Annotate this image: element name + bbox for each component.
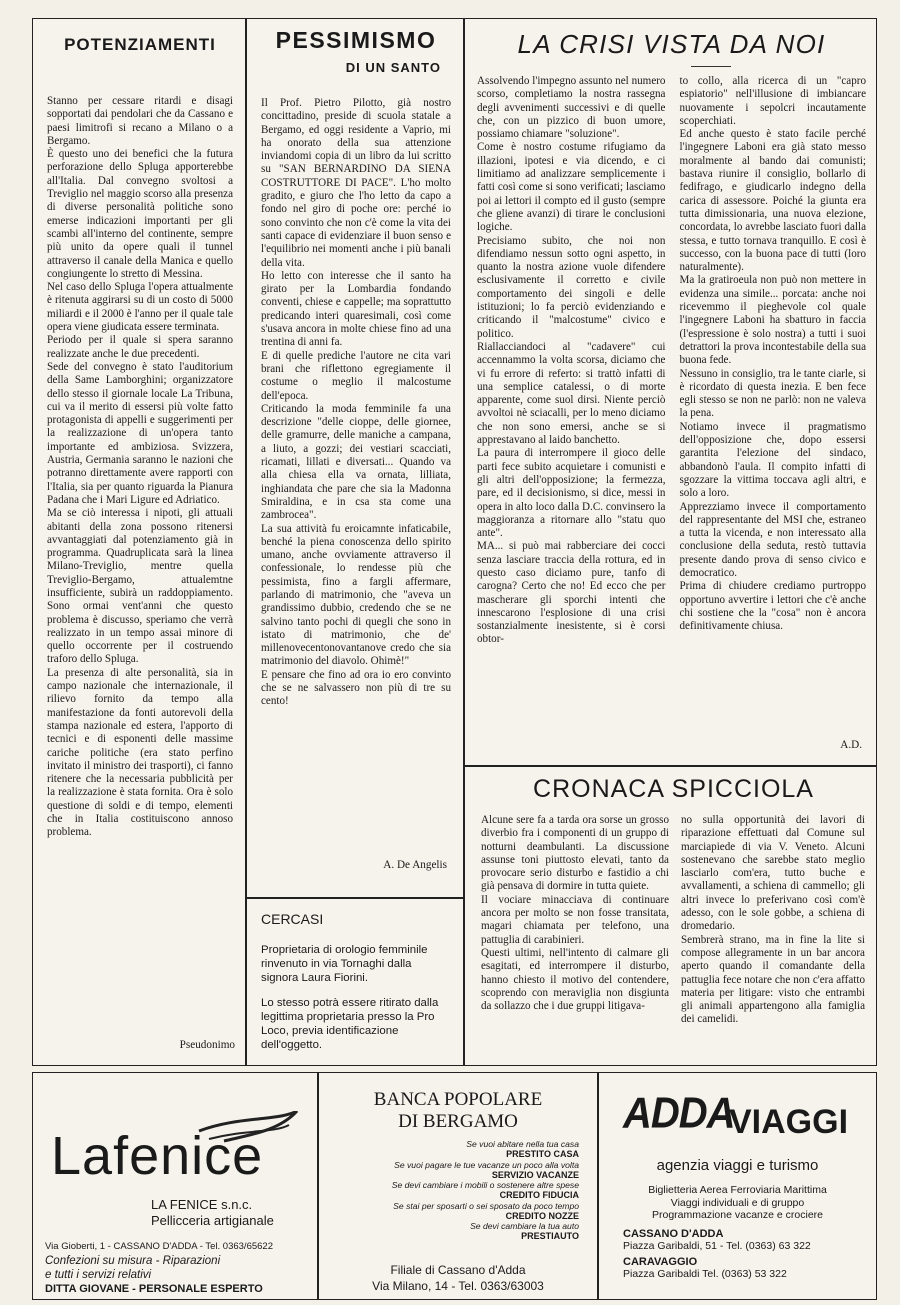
article-title: LA CRISI VISTA DA NOI — [517, 29, 826, 59]
bank-service-line: Se devi cambiare i mobili o sostenere altre spese — [391, 1180, 579, 1190]
adda-logo — [609, 1089, 866, 1151]
adda-office-address: Piazza Garibaldi, 51 - Tel. (0363) 63 322 — [623, 1239, 811, 1252]
paragraph: Precisiamo subito, che noi non difendiamo nessun sotto ogni aspetto, in quanto la nostra azione vuole difendere esclusivamente il corretto e civile comportamento dei singoli e delle istituzioni; lo fa perciò evidenziando e criticando il "malcostume" civico e politico. — [477, 234, 666, 340]
adda-office-address: Piazza Garibaldi Tel. (0363) 53 322 — [623, 1267, 787, 1280]
paragraph: Prima di chiudere crediamo purtroppo opportuno avvertire i lettori che c'è anche chi sostiene che la "cosa" non è ancora definitivamente chiusa. — [679, 580, 866, 633]
bank-services — [329, 1139, 587, 1242]
article-body — [47, 95, 233, 840]
paragraph: E di quelle prediche l'autore ne cita vari brani che riflettono egregiamente il costume o meglio il malcostume dell'epoca. — [261, 349, 451, 402]
bank-address: Via Milano, 14 - Tel. 0363/63003 — [372, 1279, 544, 1293]
bank-branch: Filiale di Cassano d'Adda — [390, 1263, 526, 1277]
paragraph: Sede del convegno è stato l'auditorium della Same Lamborghini; organizzatore dello stesso il giornale locale La Tribuna, cui va il merito di essersi più volte fatto protagonista di appelli e suggerimenti per la realizzazione di un'opera tanto importante ed ambiziosa. Svizzera, Austria, Germania saranno le nazioni che potranno direttamente avere rapporti con l'Italia, sia per quanto riguarda la Pianura Padana che i Mari Ligure ed Adriatico. — [47, 360, 233, 506]
article-column-left — [481, 814, 669, 1027]
article-potenziamenti — [32, 18, 246, 1066]
paragraph: Criticando la moda femminile fa una descrizione "delle cioppe, delle giornee, delle gramurre, delle maniche a campana, a liuto, a gozzi; dei vestiari scacciati, ricamati, lillati e diversati... Quando va alla chiesa ella va ornata, lilliata, inghiandata che pare che sia la Madonna Smiraldina, e in csa sta come una zambrocea". — [261, 402, 451, 522]
paragraph: Ed anche questo è stato facile perché l'ingegnere Laboni era già stato messo moralmente al bando dai comunisti; bastava riunire il consiglio, bollarlo di fedifrago, e giudicarlo indegno della carica di assessore. Poiché la giunta era tutta dimissionaria, una nuova elezione, concordata, lo avrebbe lasciato fuori dalla stessa, e tutto tornava tranquillo. E così è successo, con la buona pace di tutti (loro naturalmente). — [679, 128, 866, 274]
article-column-left — [477, 75, 665, 647]
article-column-right — [679, 75, 866, 647]
fenice-tagline: Pellicceria artigianale — [151, 1213, 274, 1228]
article-pessimismo — [246, 18, 464, 898]
article-body — [261, 97, 451, 709]
bank-name: DI BERGAMO — [398, 1111, 518, 1132]
bank-service-line: Se vuoi abitare nella tua casa — [466, 1139, 579, 1149]
article-signature: A. De Angelis — [383, 859, 447, 871]
article-cercasi — [246, 898, 464, 1066]
article-signature: A.D. — [840, 739, 862, 751]
paragraph: Notiamo invece il pragmatismo dell'opposizione che, dopo essersi garantita l'elezione del sindaco, abbandonò l'aula. Il compito infatti di sgozzare la vittima toccava agli altri, e solo a loro. — [679, 420, 866, 500]
article-title: POTENZIAMENTI — [64, 35, 216, 54]
paragraph: La paura di interrompere il gioco delle parti fece subito acquietare i comunisti e gli altri dell'opposizione; la fermezza, pare, ed il decisionismo, si dice, messi in opera in alto loco dalla D.C. convinsero la maggioranza a ritornare allo "statu quo ante". — [477, 447, 666, 540]
paragraph: Ma se ciò interessa i nipoti, gli attuali abitanti della zona possono ritenersi avvantaggiati dal potenziamento già in programma. Quadruplicata sarà la linea Milano-Treviglio, mentre quella Treviglio-Bergamo, attualemtne insufficiente, subirà un raddoppiamento. Sono ormai vent'anni che questo problema è discusso, speriamo che verrà realizzato in un tempo assai minore di quello occorrente per il costruendo traforo dello Spluga. — [47, 507, 233, 666]
paragraph: Nessuno in consiglio, tra le tante ciarle, si è ricordato di questa inezia. E ben fece egli stesso se non ne parlò: non ne valeva la pena. — [679, 367, 866, 420]
fenice-slogan: e tutti i servizi relativi — [45, 1269, 152, 1281]
paragraph: no sulla opportunità dei lavori di riparazione effettuati dal Comune sul marciapiede di via V. Veneto. Alcuni sostenevano che sarebbe stato meglio lasciarlo com'era, tutto buche e avvallamenti, a schiena di cammello; gli altri invece lo preferivano così com'è adesso, con le sole gobbe, a schiena di dromedario. — [681, 814, 865, 933]
adda-tagline: agenzia viaggi e turismo — [656, 1157, 819, 1174]
paragraph: E pensare che fino ad ora io ero convinto che se ne salvassero non più di tre su cento! — [261, 668, 451, 708]
adda-services — [609, 1184, 866, 1222]
article-signature: Pseudonimo — [179, 1039, 235, 1051]
bank-service-product: SERVIZIO VACANZE — [491, 1169, 579, 1180]
adda-office-city: CASSANO D'ADDA — [623, 1227, 724, 1240]
title-rule — [691, 66, 731, 67]
article-title: CERCASI — [261, 911, 324, 927]
article-column-right — [681, 814, 865, 1027]
bank-service-product: CREDITO NOZZE — [505, 1210, 579, 1221]
paragraph: Ma la gratiroeula non può non mettere in evidenza una simile... porcata: anche noi ricevemmo il pieghevole col quale l'ingegnere Laboni ha sbatturo in faccia (l'espressione è solo nostra) a tutti i suoi detrattori la prova incontestabile della sua buona fede. — [679, 274, 866, 367]
fenice-footer: DITTA GIOVANE - PERSONALE ESPERTO — [45, 1283, 263, 1295]
ad-la-fenice — [32, 1072, 318, 1300]
adda-service-line: Viaggi individuali e di gruppo — [670, 1196, 805, 1209]
fenice-logo-text: Lafenice — [51, 1126, 264, 1186]
adda-service-line: Biglietteria Aerea Ferroviaria Marittima — [648, 1184, 827, 1196]
article-cronaca — [464, 766, 877, 1066]
bank-service-product: PRESTIAUTO — [521, 1231, 579, 1241]
paragraph: Assolvendo l'impegno assunto nel numero scorso, completiamo la nostra rassegna degli avvenimenti successivi e di quelle che, con un pizzico di buon umore, possiamo chiamare "soluzione". — [477, 75, 666, 141]
paragraph: È questo uno dei benefici che la futura perforazione dello Spluga apporterebbe all'Italia. Dal convegno svoltosi a Treviglio nel maggio scorso alla presenza di diverse personalità politiche sono emerse indicazioni importanti per gli scambi all'interno del continente, sempre più unito da opere quali il tunnel attraverso il canale della Manica e quello congiungente lo stretto di Messina. — [47, 148, 233, 280]
paragraph: Periodo per il quale si spera saranno realizzate anche le due precedenti. — [47, 334, 233, 360]
paragraph: Alcune sere fa a tarda ora sorse un grosso diverbio fra i componenti di un gruppo di notturni deambulanti. La discussione assunse toni piuttosto elevati, tanto da provocare serio disturbo e fastidio a chi già pensava di dormire in tutta quiete. — [481, 814, 669, 893]
paragraph: Lo stesso potrà essere ritirato dalla legittima proprietaria presso la Pro Loco, previa identificazione dell'oggetto. — [261, 997, 439, 1052]
article-body — [261, 943, 451, 1052]
paragraph: Come è nostro costume rifugiamo da illazioni, ipotesi e via dicendo, e ci limitiamo ad analizzare semplicemente i fatti così come si sono verificati; lasciamo poi ai lettori il compto ed il gusto (sempre che gliene avanzi) di tirare le conclusioni logiche. — [477, 141, 666, 234]
fenice-company: LA FENICE s.n.c. — [151, 1197, 253, 1212]
bank-service-product: CREDITO FIDUCIA — [499, 1190, 579, 1200]
bank-service-line: Se stai per sposarti o sei sposato da poco tempo — [393, 1200, 579, 1211]
paragraph: Questi ultimi, nell'intento di calmare gli esagitati, ed interrompere il disturbo, hanno chiesto il motivo del contendere, scoprendo con meraviglia non disgiunta da sollazzo che i due gruppi litigava- — [481, 946, 669, 1013]
paragraph: Stanno per cessare ritardi e disagi sopportati dai pendolari che da Cassano e paesi limitrofi si recano a Milano o a Bergamo. — [47, 95, 233, 147]
ad-adda-viaggi — [598, 1072, 877, 1300]
article-title: PESSIMISMO — [275, 27, 437, 53]
paragraph: Il Prof. Pietro Pilotto, già nostro concittadino, preside di scuola statale a Bergamo, ed oggi residente a Vaprio, mi ha onorato della sua attenzione inviandomi copia di un libro da lui scritto su "SAN BERNARDINO DA SIENA COSTRUTTORE DI PACE". L'ho molto gradito, e giuro che l'ho letto da capo a fondo nel giro di poche ore: perché io sono convinto che non c'è come la vita dei santi capace di evidenziare il buon senso e l'equilibrio nei momenti anche i più banali della vita. — [261, 97, 451, 269]
bank-service-line: Se vuoi pagare le tue vacanze un poco alla volta — [394, 1159, 579, 1170]
adda-logo-mark: ADDA — [623, 1088, 735, 1138]
article-subtitle: DI UN SANTO — [345, 60, 441, 75]
fenice-address: Via Gioberti, 1 - CASSANO D'ADDA - Tel. 0363/65622 — [45, 1241, 273, 1252]
paragraph: to collo, alla ricerca di un "capro espiatorio" nell'illusione di imbiancare nuovamente i sepolcri incautamente scoperchiati. — [679, 75, 866, 127]
ad-banca-popolare — [318, 1072, 598, 1300]
paragraph: Nel caso dello Spluga l'opera attualmente è ritenuta aggirarsi su di un costo di 5000 miliardi e il 2000 è l'anno per il quale tale opera viene giudicata essere terminata. — [47, 281, 233, 334]
paragraph: La presenza di alte personalità, sia in campo nazionale che internazionale, il rilievo fornito da tempo alla manifestazione da fonti autorevoli della stampa nazionale ed estera, l'apporto di tecnici e di esponenti delle massime cariche politiche (era stato perfino invitato il ministro dei trasporti), ci fanno ritenere che la necessaria pubblicità per la realizzazione è stata fornita. Ora è solo questione di soldi e di tempo, elementi che in Italia costituiscono annoso problema. — [47, 666, 233, 839]
paragraph: MA... si può mai rabberciare dei cocci senza lasciare traccia della rottura, ed in questo caso diciamo pure, tanfo di carogna? Certo che no! Ed ecco che per mascherare gli sporchi intenti che innescarono l'esplosione di una crisi sostanzialmente inesistente, si è corsi obtor- — [477, 540, 666, 646]
paragraph: La sua attività fu eroicamnte infaticabile, benché la piena conoscenza dello spirito umano, anche ovviamente attraverso il confessionale, lo rendesse più che pessimista, fino a fargli affermare, parlando di matrimonio, che "aveva un grandissimo dubbio, credendo che se ne salvino tanto pochi di quegli che sono in istato di matrimonio, che de' millenovecentonovantanove credo che sia matrimonio del diavolo. Ohimè!" — [261, 522, 451, 668]
fenice-slogan: Confezioni su misura - Riparazioni — [45, 1255, 221, 1267]
paragraph: Proprietaria di orologio femminile rinvenuto in via Tornaghi dalla signora Laura Fiorini. — [261, 944, 428, 984]
paragraph: Sembrerà strano, ma in fine la lite si compose allegramente in un bar ancora aperto quando il comandante della pattuglia fece notare che non c'era affatto materia per litigare: visto che entrambi gli animali appartengono alla famiglia dei camelidi. — [681, 933, 865, 1026]
paragraph: Apprezziamo invece il comportamento del rappresentante del MSI che, estraneo a tutta la vicenda, e non interessato alla conclusione della seduta, restò tuttavia presente dando prova di senso civico e democratico. — [679, 500, 866, 579]
adda-logo-word: VIAGGI — [729, 1103, 849, 1141]
adda-service-line: Programmazione vacanze e crociere — [652, 1209, 823, 1221]
article-title: CRONACA SPICCIOLA — [533, 775, 814, 803]
adda-office-city: CARAVAGGIO — [623, 1255, 698, 1268]
article-crisi — [464, 18, 877, 766]
paragraph: Riallacciandoci al "cadavere" cui accennammo la volta scorsa, diciamo che vi fu errore di referto: si trattò infatti di una semplice catalessi, o di morte apparente, come suol dirsi. Niente perciò avvoltoi nè sciacalli, per lo meno diciamo che non sono emersi, anche se si apprestavano al laido banchetto. — [477, 340, 666, 447]
bank-name: BANCA POPOLARE — [373, 1089, 543, 1110]
paragraph: Il vociare minacciava di continuare ancora per molto se non fosse transitata, magari chiamata per telefono, una pattuglia di carabinieri. — [481, 893, 669, 946]
bank-service-line: Se devi cambiare la tua auto — [470, 1221, 579, 1231]
paragraph: Ho letto con interesse che il santo ha girato per la Lombardia fondando conventi, chiese e cappelle; ma soprattutto predicando interi quaresimali, così come s'usava ancora in molte chiese fino ad una trentina di anni fa. — [261, 269, 451, 349]
bank-service-product: PRESTITO CASA — [506, 1149, 579, 1159]
